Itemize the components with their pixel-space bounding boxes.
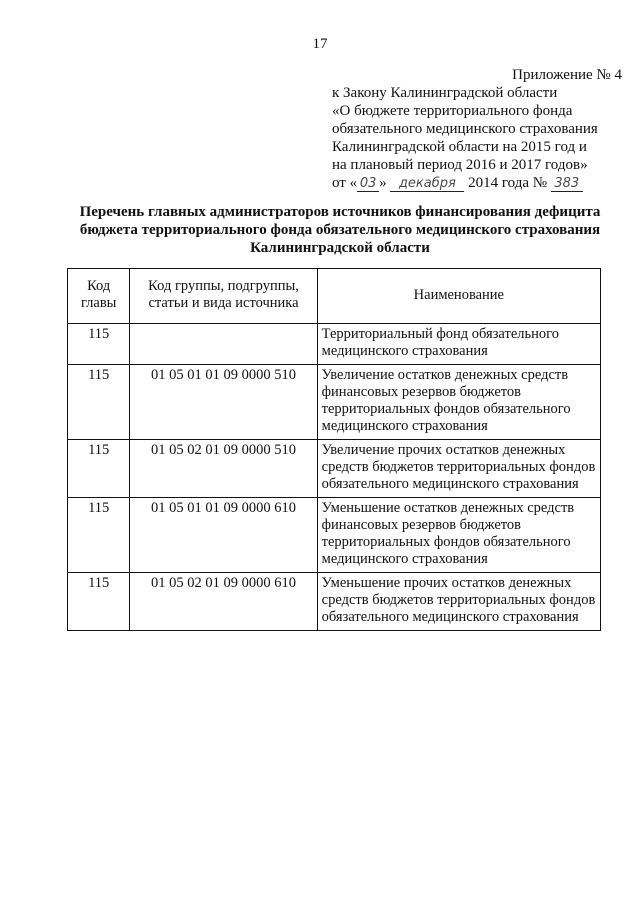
appendix-title: Приложение № 4: [512, 67, 622, 83]
page-number: 17: [312, 36, 328, 52]
table-row: [68, 365, 601, 440]
cell-name: Увеличение остатков денежных средств финансовых резервов бюджетов территориальных фондов обязательного медицинского страхования: [317, 365, 600, 440]
date-mid: »: [379, 175, 387, 191]
cell-source-code: 01 05 01 01 09 0000 510: [130, 365, 317, 440]
cell-name: Уменьшение прочих остатков денежных средств бюджетов территориальных фондов обязательного медицинского страхования: [317, 573, 600, 631]
header-source-code: Код группы, подгруппы, статьи и вида источника: [130, 269, 317, 324]
number-label: №: [532, 175, 548, 191]
cell-name: Территориальный фонд обязательного медицинского страхования: [317, 324, 600, 365]
cell-source-code: 01 05 02 01 09 0000 510: [130, 440, 317, 498]
title-line: бюджета территориального фонда обязательного медицинского страхования: [79, 222, 601, 238]
cell-chapter-code: 115: [68, 573, 130, 631]
cell-chapter-code: 115: [68, 498, 130, 573]
title-line: Калининградской области: [250, 240, 430, 256]
cell-source-code: 01 05 01 01 09 0000 610: [130, 498, 317, 573]
date-month: декабря: [390, 177, 464, 192]
administrators-table: [67, 268, 601, 631]
cell-source-code: 01 05 02 01 09 0000 610: [130, 573, 317, 631]
header-chapter-code: Код главы: [68, 269, 130, 324]
table-row: [68, 324, 601, 365]
document-title: [60, 203, 620, 257]
header-name: Наименование: [317, 269, 600, 324]
cell-chapter-code: 115: [68, 440, 130, 498]
table-row: [68, 573, 601, 631]
appendix-header: [332, 66, 622, 192]
cell-name: Увеличение прочих остатков денежных средств бюджетов территориальных фондов обязательного медицинского страхования: [317, 440, 600, 498]
table-row: [68, 440, 601, 498]
appendix-line: обязательного медицинского страхования: [332, 121, 598, 137]
appendix-line: Калининградской области на 2015 год и: [332, 139, 587, 155]
cell-chapter-code: 115: [68, 324, 130, 365]
title-line: Перечень главных администраторов источников финансирования дефицита: [79, 204, 601, 220]
appendix-line: на плановый период 2016 и 2017 годов»: [332, 157, 588, 173]
table-header-row: [68, 269, 601, 324]
appendix-line: к Закону Калининградской области: [332, 85, 558, 101]
cell-source-code: [130, 324, 317, 365]
cell-chapter-code: 115: [68, 365, 130, 440]
appendix-date-line: [332, 174, 622, 192]
table-row: [68, 498, 601, 573]
date-day: 03: [357, 177, 379, 192]
document-number: 383: [551, 177, 583, 192]
date-year: 2014 года: [468, 175, 529, 191]
date-prefix: от «: [332, 175, 358, 191]
appendix-line: «О бюджете территориального фонда: [332, 103, 573, 119]
cell-name: Уменьшение остатков денежных средств финансовых резервов бюджетов территориальных фондов обязательного медицинского страхования: [317, 498, 600, 573]
